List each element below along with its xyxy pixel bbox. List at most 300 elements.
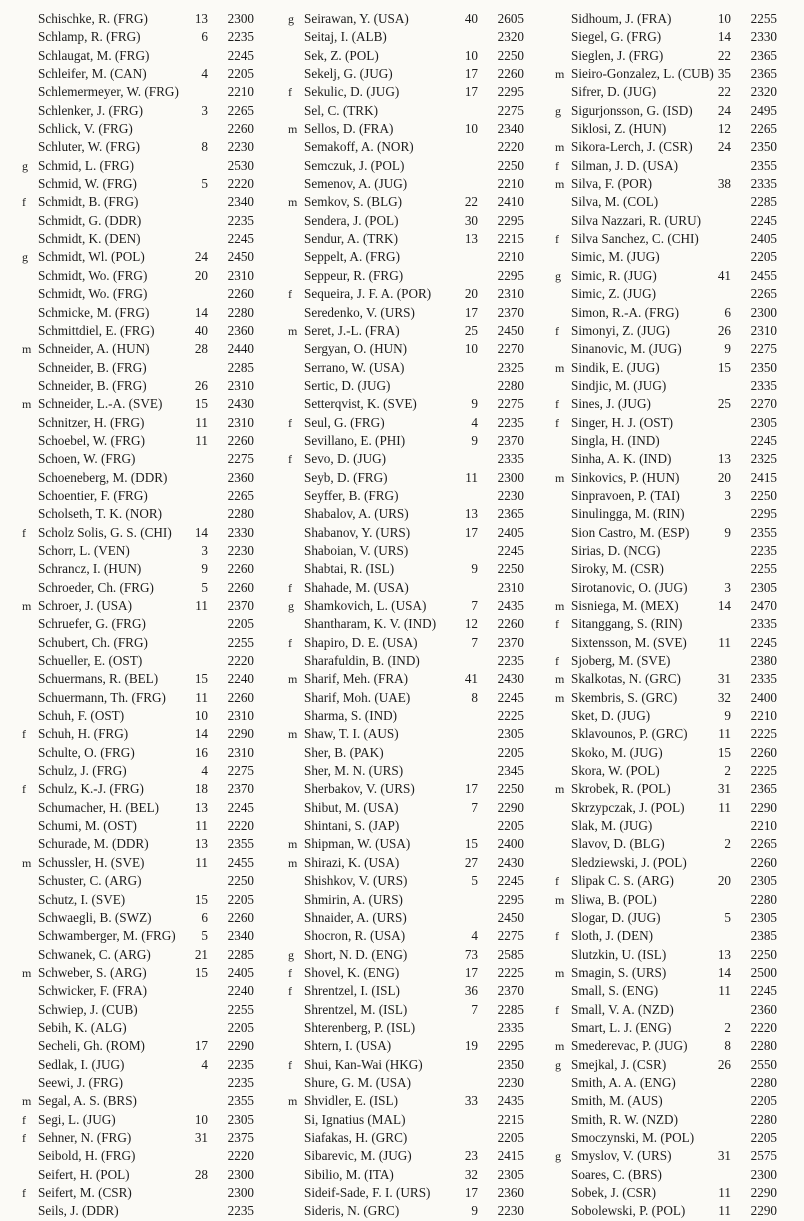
player-name: Setterqvist, K. (SVE) bbox=[304, 396, 417, 412]
player-name: Smagin, S. (URS) bbox=[571, 964, 667, 980]
player-entry bbox=[555, 193, 795, 211]
elo-rating: 2350 bbox=[750, 359, 777, 375]
player-name: Sobolewski, P. (POL) bbox=[571, 1203, 686, 1219]
player-entry bbox=[22, 450, 280, 468]
games-count: 32 bbox=[464, 1166, 478, 1182]
elo-rating: 2285 bbox=[227, 946, 254, 962]
games-count: 11 bbox=[718, 1203, 731, 1219]
player-entry bbox=[288, 505, 550, 523]
player-entry bbox=[22, 1111, 280, 1129]
games-count: 3 bbox=[724, 487, 731, 503]
elo-rating: 2265 bbox=[227, 102, 254, 118]
player-entry bbox=[555, 597, 795, 615]
games-count: 24 bbox=[717, 139, 731, 155]
games-count: 9 bbox=[471, 1203, 478, 1219]
games-count: 6 bbox=[201, 909, 208, 925]
player-entry bbox=[555, 450, 795, 468]
player-name: Shishkov, V. (URS) bbox=[304, 873, 408, 889]
games-count: 17 bbox=[194, 1038, 208, 1054]
elo-rating: 2220 bbox=[227, 653, 254, 669]
player-entry bbox=[22, 47, 280, 65]
elo-rating: 2205 bbox=[497, 1129, 524, 1145]
player-entry bbox=[22, 102, 280, 120]
player-name: Sequeira, J. F. A. (POR) bbox=[304, 286, 432, 302]
games-count: 3 bbox=[724, 579, 731, 595]
player-name: Smejkal, J. (CSR) bbox=[571, 1056, 667, 1072]
elo-rating: 2335 bbox=[497, 451, 524, 467]
elo-rating: 2310 bbox=[227, 744, 254, 760]
elo-rating: 2255 bbox=[227, 634, 254, 650]
column-3 bbox=[555, 10, 795, 1221]
games-count: 13 bbox=[464, 506, 478, 522]
player-name: Schubert, Ch. (FRG) bbox=[38, 634, 148, 650]
player-entry bbox=[555, 65, 795, 83]
player-entry bbox=[22, 817, 280, 835]
games-count: 23 bbox=[464, 1148, 478, 1164]
player-entry bbox=[288, 1184, 550, 1202]
elo-rating: 2290 bbox=[750, 799, 777, 815]
games-count: 10 bbox=[717, 11, 731, 26]
player-entry bbox=[22, 909, 280, 927]
title-code: m bbox=[22, 342, 32, 357]
player-entry bbox=[555, 230, 795, 248]
player-name: Siegel, G. (FRG) bbox=[571, 29, 662, 45]
player-entry bbox=[288, 1056, 550, 1074]
games-count: 9 bbox=[724, 708, 731, 724]
player-entry bbox=[555, 854, 795, 872]
player-entry bbox=[555, 1202, 795, 1220]
player-name: Silva Nazzari, R. (URU) bbox=[571, 212, 702, 228]
player-entry bbox=[22, 835, 280, 853]
elo-rating: 2265 bbox=[750, 836, 777, 852]
player-name: Secheli, Gh. (ROM) bbox=[38, 1038, 145, 1054]
player-entry bbox=[288, 524, 550, 542]
elo-rating: 2335 bbox=[750, 377, 777, 393]
games-count: 14 bbox=[717, 964, 731, 980]
elo-rating: 2305 bbox=[497, 726, 524, 742]
title-code: f bbox=[288, 287, 292, 302]
elo-rating: 2235 bbox=[497, 653, 524, 669]
player-name: Skalkotas, N. (GRC) bbox=[571, 671, 681, 687]
player-name: Serrano, W. (USA) bbox=[304, 359, 405, 375]
player-name: Silva Sanchez, C. (CHI) bbox=[571, 231, 699, 247]
title-code: f bbox=[22, 1112, 26, 1127]
player-name: Singla, H. (IND) bbox=[571, 432, 660, 448]
games-count: 40 bbox=[464, 11, 478, 26]
player-name: Schluter, W. (FRG) bbox=[38, 139, 141, 155]
elo-rating: 2375 bbox=[227, 1129, 254, 1145]
player-entry bbox=[22, 1001, 280, 1019]
elo-rating: 2405 bbox=[227, 964, 254, 980]
player-name: Smith, R. W. (NZD) bbox=[571, 1111, 678, 1127]
player-name: Sket, D. (JUG) bbox=[571, 708, 651, 724]
elo-rating: 2230 bbox=[497, 1074, 524, 1090]
player-entry bbox=[555, 395, 795, 413]
player-entry bbox=[288, 432, 550, 450]
player-entry bbox=[288, 28, 550, 46]
elo-rating: 2260 bbox=[227, 561, 254, 577]
title-code: f bbox=[288, 415, 292, 430]
games-count: 17 bbox=[464, 524, 478, 540]
player-entry bbox=[555, 157, 795, 175]
elo-rating: 2455 bbox=[227, 854, 254, 870]
title-code: g bbox=[555, 1057, 561, 1072]
elo-rating: 2215 bbox=[497, 1111, 524, 1127]
player-entry bbox=[22, 652, 280, 670]
elo-rating: 2295 bbox=[497, 891, 524, 907]
games-count: 12 bbox=[464, 616, 478, 632]
games-count: 27 bbox=[464, 854, 478, 870]
elo-rating: 2435 bbox=[497, 598, 524, 613]
elo-rating: 2235 bbox=[227, 1203, 254, 1219]
elo-rating: 2275 bbox=[497, 102, 524, 118]
player-entry bbox=[22, 267, 280, 285]
player-name: Sieglen, J. (FRG) bbox=[571, 47, 664, 63]
games-count: 17 bbox=[464, 1185, 478, 1200]
player-name: Schuh, F. (OST) bbox=[38, 708, 125, 724]
player-name: Schussler, H. (SVE) bbox=[38, 854, 145, 870]
elo-rating: 2245 bbox=[227, 231, 254, 247]
title-code: g bbox=[22, 158, 28, 173]
player-entry bbox=[22, 707, 280, 725]
elo-rating: 2295 bbox=[497, 84, 524, 100]
player-entry bbox=[288, 597, 550, 615]
elo-rating: 2370 bbox=[497, 634, 524, 650]
player-entry bbox=[555, 83, 795, 101]
player-name: Schroeder, Ch. (FRG) bbox=[38, 579, 154, 595]
player-entry bbox=[22, 1147, 280, 1165]
games-count: 21 bbox=[194, 946, 208, 962]
games-count: 4 bbox=[201, 66, 208, 82]
title-code: f bbox=[288, 85, 292, 100]
elo-rating: 2605 bbox=[497, 11, 524, 26]
elo-rating: 2370 bbox=[497, 983, 524, 999]
player-entry bbox=[288, 267, 550, 285]
games-count: 17 bbox=[464, 304, 478, 320]
player-name: Sendera, J. (POL) bbox=[304, 212, 399, 228]
games-count: 2 bbox=[724, 763, 731, 779]
title-code: m bbox=[288, 855, 298, 870]
elo-rating: 2360 bbox=[497, 1185, 524, 1200]
player-name: Sinanovic, M. (JUG) bbox=[571, 341, 682, 357]
title-code: f bbox=[555, 617, 559, 632]
player-name: Sliwa, B. (POL) bbox=[571, 891, 657, 907]
elo-rating: 2295 bbox=[750, 506, 777, 522]
elo-rating: 2300 bbox=[227, 11, 254, 26]
games-count: 15 bbox=[717, 359, 731, 375]
player-entry bbox=[22, 560, 280, 578]
player-name: Shahade, M. (USA) bbox=[304, 579, 409, 595]
player-name: Shabtai, R. (ISL) bbox=[304, 561, 395, 577]
player-name: Sindik, E. (JUG) bbox=[571, 359, 660, 375]
player-entry bbox=[288, 780, 550, 798]
elo-rating: 2295 bbox=[497, 1038, 524, 1054]
player-entry bbox=[22, 1056, 280, 1074]
player-name: Schmid, L. (FRG) bbox=[38, 157, 134, 173]
player-entry bbox=[288, 450, 550, 468]
elo-rating: 2400 bbox=[750, 689, 777, 705]
elo-rating: 2230 bbox=[497, 487, 524, 503]
title-code: g bbox=[555, 103, 561, 118]
player-entry bbox=[555, 1111, 795, 1129]
column-2 bbox=[288, 10, 550, 1221]
player-name: Schmicke, M. (FRG) bbox=[38, 304, 150, 320]
player-entry bbox=[555, 377, 795, 395]
elo-rating: 2365 bbox=[497, 506, 524, 522]
player-entry bbox=[555, 1092, 795, 1110]
elo-rating: 2220 bbox=[227, 176, 254, 192]
player-name: Schoeneberg, M. (DDR) bbox=[38, 469, 168, 485]
games-count: 8 bbox=[471, 689, 478, 705]
player-entry bbox=[555, 47, 795, 65]
player-name: Sibilio, M. (ITA) bbox=[304, 1166, 394, 1182]
player-entry bbox=[22, 157, 280, 175]
games-count: 11 bbox=[195, 414, 208, 430]
elo-rating: 2260 bbox=[497, 616, 524, 632]
games-count: 8 bbox=[201, 139, 208, 155]
player-name: Sobek, J. (CSR) bbox=[571, 1185, 656, 1200]
title-code: f bbox=[22, 1130, 26, 1145]
games-count: 15 bbox=[464, 836, 478, 852]
elo-rating: 2220 bbox=[750, 1019, 777, 1035]
title-code: f bbox=[288, 452, 292, 467]
player-name: Skrzypczak, J. (POL) bbox=[571, 799, 685, 815]
player-name: Schulte, O. (FRG) bbox=[38, 744, 135, 760]
player-entry bbox=[288, 982, 550, 1000]
player-name: Schneider, B. (FRG) bbox=[38, 359, 147, 375]
player-entry bbox=[555, 927, 795, 945]
player-name: Schrancz, I. (HUN) bbox=[38, 561, 142, 577]
elo-rating: 2210 bbox=[750, 708, 777, 724]
games-count: 25 bbox=[464, 322, 478, 338]
player-name: Shrentzel, M. (ISL) bbox=[304, 1001, 408, 1017]
elo-rating: 2370 bbox=[497, 432, 524, 448]
title-code: m bbox=[555, 690, 565, 705]
games-count: 28 bbox=[194, 341, 208, 357]
player-name: Schmidt, K. (DEN) bbox=[38, 231, 141, 247]
elo-rating: 2245 bbox=[497, 542, 524, 558]
player-entry bbox=[288, 1166, 550, 1184]
player-name: Silman, J. D. (USA) bbox=[571, 157, 678, 173]
title-code: m bbox=[555, 782, 565, 797]
elo-rating: 2500 bbox=[750, 964, 777, 980]
player-entry bbox=[555, 652, 795, 670]
elo-rating: 2320 bbox=[750, 84, 777, 100]
player-name: Schlemermeyer, W. (FRG) bbox=[38, 84, 179, 100]
games-count: 26 bbox=[717, 322, 731, 338]
player-entry bbox=[22, 83, 280, 101]
player-name: Schlick, V. (FRG) bbox=[38, 121, 133, 137]
elo-rating: 2355 bbox=[227, 836, 254, 852]
player-entry bbox=[555, 212, 795, 230]
player-entry bbox=[555, 799, 795, 817]
player-name: Sion Castro, M. (ESP) bbox=[571, 524, 690, 540]
player-name: Sendur, A. (TRK) bbox=[304, 231, 398, 247]
elo-rating: 2280 bbox=[750, 1074, 777, 1090]
player-entry bbox=[288, 670, 550, 688]
player-entry bbox=[288, 1111, 550, 1129]
player-entry bbox=[288, 579, 550, 597]
elo-rating: 2310 bbox=[227, 377, 254, 393]
player-name: Simic, R. (JUG) bbox=[571, 267, 657, 283]
player-name: Simonyi, Z. (JUG) bbox=[571, 322, 670, 338]
games-count: 10 bbox=[194, 708, 208, 724]
elo-rating: 2280 bbox=[750, 1038, 777, 1054]
elo-rating: 2205 bbox=[750, 1093, 777, 1109]
player-name: Schoen, W. (FRG) bbox=[38, 451, 136, 467]
elo-rating: 2250 bbox=[227, 873, 254, 889]
games-count: 6 bbox=[201, 29, 208, 45]
player-name: Schuh, H. (FRG) bbox=[38, 726, 129, 742]
player-name: Schueller, E. (OST) bbox=[38, 653, 143, 669]
player-entry bbox=[555, 909, 795, 927]
games-count: 17 bbox=[464, 84, 478, 100]
games-count: 31 bbox=[717, 1148, 731, 1164]
elo-rating: 2250 bbox=[497, 157, 524, 173]
elo-rating: 2340 bbox=[227, 194, 254, 210]
player-name: Sherbakov, V. (URS) bbox=[304, 781, 415, 797]
games-count: 31 bbox=[194, 1129, 208, 1145]
title-code: m bbox=[555, 470, 565, 485]
player-entry bbox=[555, 175, 795, 193]
player-entry bbox=[22, 1129, 280, 1147]
player-entry bbox=[288, 487, 550, 505]
player-name: Sigurjonsson, G. (ISD) bbox=[571, 102, 693, 118]
player-name: Shterenberg, P. (ISL) bbox=[304, 1019, 416, 1035]
player-entry bbox=[288, 946, 550, 964]
elo-rating: 2260 bbox=[227, 689, 254, 705]
elo-rating: 2340 bbox=[227, 928, 254, 944]
elo-rating: 2550 bbox=[750, 1056, 777, 1072]
elo-rating: 2220 bbox=[227, 1148, 254, 1164]
elo-rating: 2210 bbox=[497, 176, 524, 192]
player-entry bbox=[555, 432, 795, 450]
elo-rating: 2275 bbox=[227, 763, 254, 779]
elo-rating: 2380 bbox=[750, 653, 777, 669]
games-count: 13 bbox=[194, 836, 208, 852]
player-name: Short, N. D. (ENG) bbox=[304, 946, 408, 962]
elo-rating: 2275 bbox=[497, 928, 524, 944]
player-entry bbox=[555, 542, 795, 560]
player-name: Shabalov, A. (URS) bbox=[304, 506, 409, 522]
title-code: m bbox=[555, 140, 565, 155]
elo-rating: 2240 bbox=[227, 671, 254, 687]
player-entry bbox=[555, 579, 795, 597]
player-name: Shnaider, A. (URS) bbox=[304, 909, 407, 925]
elo-rating: 2310 bbox=[750, 322, 777, 338]
player-name: Simic, Z. (JUG) bbox=[571, 286, 656, 302]
elo-rating: 2245 bbox=[227, 799, 254, 815]
player-entry bbox=[288, 872, 550, 890]
player-name: Slak, M. (JUG) bbox=[571, 818, 653, 834]
player-entry bbox=[555, 1129, 795, 1147]
player-name: Singer, H. J. (OST) bbox=[571, 414, 674, 430]
player-name: Sinkovics, P. (HUN) bbox=[571, 469, 680, 485]
elo-rating: 2305 bbox=[227, 1111, 254, 1127]
title-code: m bbox=[288, 672, 298, 687]
player-entry bbox=[555, 28, 795, 46]
title-code: f bbox=[288, 1057, 292, 1072]
player-name: Smith, M. (AUS) bbox=[571, 1093, 663, 1109]
elo-rating: 2370 bbox=[227, 598, 254, 613]
games-count: 14 bbox=[717, 598, 731, 613]
games-count: 2 bbox=[724, 836, 731, 852]
elo-rating: 2205 bbox=[227, 891, 254, 907]
title-code: m bbox=[288, 1094, 298, 1109]
player-entry bbox=[22, 799, 280, 817]
elo-rating: 2250 bbox=[497, 781, 524, 797]
player-name: Sitanggang, S. (RIN) bbox=[571, 616, 683, 632]
player-entry bbox=[555, 10, 795, 28]
player-name: Sinha, A. K. (IND) bbox=[571, 451, 672, 467]
player-entry bbox=[555, 120, 795, 138]
games-count: 11 bbox=[195, 598, 208, 613]
title-code: g bbox=[555, 268, 561, 283]
games-count: 22 bbox=[717, 47, 731, 63]
player-entry bbox=[555, 982, 795, 1000]
elo-rating: 2205 bbox=[227, 1019, 254, 1035]
games-count: 11 bbox=[195, 432, 208, 448]
player-entry bbox=[288, 248, 550, 266]
title-code: f bbox=[555, 654, 559, 669]
player-name: Sebih, K. (ALG) bbox=[38, 1019, 127, 1035]
games-count: 5 bbox=[201, 176, 208, 192]
player-entry bbox=[288, 157, 550, 175]
elo-rating: 2205 bbox=[227, 616, 254, 632]
player-entry bbox=[555, 872, 795, 890]
player-entry bbox=[288, 230, 550, 248]
player-entry bbox=[288, 377, 550, 395]
player-entry bbox=[555, 505, 795, 523]
games-count: 15 bbox=[194, 671, 208, 687]
player-entry bbox=[288, 1074, 550, 1092]
player-entry bbox=[22, 248, 280, 266]
title-code: f bbox=[22, 782, 26, 797]
player-name: Sel, C. (TRK) bbox=[304, 102, 378, 118]
player-entry bbox=[288, 65, 550, 83]
player-entry bbox=[288, 1147, 550, 1165]
title-code: f bbox=[288, 984, 292, 999]
elo-rating: 2335 bbox=[750, 671, 777, 687]
elo-rating: 2270 bbox=[497, 341, 524, 357]
player-entry bbox=[555, 487, 795, 505]
elo-rating: 2450 bbox=[497, 322, 524, 338]
player-entry bbox=[22, 1184, 280, 1202]
player-entry bbox=[555, 102, 795, 120]
games-count: 38 bbox=[717, 176, 731, 192]
player-entry bbox=[22, 579, 280, 597]
games-count: 18 bbox=[194, 781, 208, 797]
player-name: Schmittdiel, E. (FRG) bbox=[38, 322, 155, 338]
player-name: Schruefer, G. (FRG) bbox=[38, 616, 146, 632]
title-code: f bbox=[555, 397, 559, 412]
games-count: 4 bbox=[201, 763, 208, 779]
player-name: Schmidt, Wo. (FRG) bbox=[38, 286, 148, 302]
player-name: Schulz, J. (FRG) bbox=[38, 763, 127, 779]
games-count: 22 bbox=[717, 84, 731, 100]
games-count: 41 bbox=[464, 671, 478, 687]
elo-rating: 2495 bbox=[750, 102, 777, 118]
elo-rating: 2255 bbox=[227, 1001, 254, 1017]
player-name: Siklosi, Z. (HUN) bbox=[571, 121, 667, 137]
elo-rating: 2405 bbox=[750, 231, 777, 247]
elo-rating: 2400 bbox=[497, 836, 524, 852]
title-code: f bbox=[555, 323, 559, 338]
player-name: Schmidt, Wo. (FRG) bbox=[38, 267, 148, 283]
elo-rating: 2300 bbox=[750, 1166, 777, 1182]
games-count: 11 bbox=[195, 818, 208, 834]
player-entry bbox=[288, 1037, 550, 1055]
